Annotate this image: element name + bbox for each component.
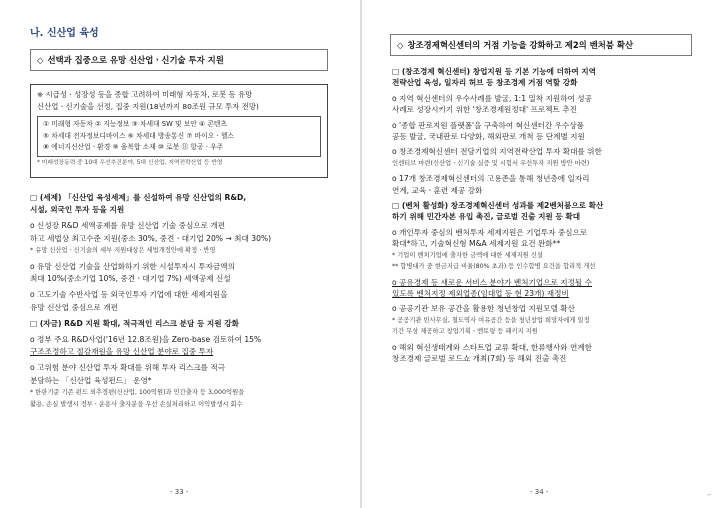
body-note: 활용, 손실 발생시 정부ㆍ운용사 출자분을 우선 손실처리하고 이익발생시 회수 [30, 401, 243, 409]
body-line: o 창조경제혁신센터 전담기업의 지역전략산업 투자 확대를 위한 [392, 147, 602, 157]
body-line: o 정부 주요 R&D사업('16년 12.8조원)을 Zero-base 검토하여 15% [30, 335, 262, 345]
body-note: 인센티브 마련(신산업ㆍ신기술 실증 및 시험서 우선투자 지원 방안 마련) [392, 159, 590, 167]
body-line: 공동 발굴, 국내판로 다양화, 해외판로 개척 등 단계별 지원 [392, 132, 585, 142]
section-title: 나. 신산업 육성 [30, 28, 99, 39]
body-line: 사례로 성장시키기 위한 '창조경제원정대' 프로젝트 추진 [392, 105, 577, 115]
corner-mark: ⌐ [706, 492, 712, 499]
body-line: o '종합 판로지원 플랫폼'을 구축하여 혁신센터간 우수상품 [392, 120, 585, 130]
page-number-left: - 33 - [170, 488, 189, 496]
industry-list [37, 116, 321, 157]
body-line: 분담하는 「신산업 육성펀드」 운영* [30, 375, 152, 385]
right-heading-text: 창조경제혁신센터의 거점 기능을 강화하고 제2의 벤처붐 확산 [407, 40, 634, 50]
box-line-2: 신산업ㆍ신기술을 선정, 집중 지원(18년까지 80조원 규모 투자 전망) [37, 102, 259, 111]
right-heading-box [390, 34, 692, 56]
page-number-right: - 34 - [530, 488, 549, 496]
left-heading-text: 선택과 집중으로 유망 신산업ㆍ신기술 투자 지원 [47, 55, 224, 65]
body-note: ** 합병대가 중 현금지급 비율(80% 초과) 등 인수합병 요건을 합리적 개선 [392, 263, 596, 271]
body-line: o 공유경제 등 새로운 서비스 분야가 벤처기업으로 지정될 수 [392, 277, 593, 287]
body-line: 유망 신산업 중심으로 개편 [30, 302, 118, 312]
body-line: 최대 10%(중소기업 10%, 중견ㆍ대기업 7%) 세액공제 신설 [30, 274, 231, 284]
body-line: 시설, 외국인 투자 등을 지원 [30, 205, 125, 215]
body-line: o 고위험 분야 신산업 투자 확대를 위해 투자 리스크를 적극 [30, 363, 226, 373]
body-line: o 개인투자 중심의 벤처투자 세제지원은 기업투자 중심으로 [392, 227, 588, 237]
body-line: 있도록 벤처지정 제외업종(임대업 등 현 23개) 재정비 [392, 288, 569, 298]
body-line: 창조경제 글로벌 로드쇼 개최(7회) 등 해외 진출 촉진 [392, 353, 567, 363]
body-line: o 고도기술 수반사업 등 외국인투자 기업에 대한 세제지원을 [30, 290, 228, 300]
box-line-1: ※ 시급성ㆍ성장성 등을 종합 고려하여 미래형 자동차, 로봇 등 유망 [37, 90, 253, 99]
industry-row-1: ① 미래형 자동차 ② 지능정보 ③ 차세대 SW 및 보안 ④ 콘텐츠 [43, 120, 227, 128]
body-line: □ (창조경제 혁신센터) 창업지원 등 기본 기능에 더하여 지역 [392, 67, 596, 76]
body-line: o 해외 혁신생태계와 스타트업 교류 확대, 한류행사와 연계한 [392, 342, 593, 352]
box-footnote: * 미래성장동력 중 10대 우선추진분야, 5대 신산업, 지역전략산업 등 반영 [37, 159, 223, 166]
diamond-icon: ◇ [37, 55, 44, 65]
left-body [30, 192, 330, 411]
body-line: o 17개 창조경제혁신센터의 고용존을 통해 청년층에 일자리 [392, 174, 590, 184]
body-line: o 유망 신산업 기술을 산업화하기 위한 시설투자시 투자금액의 [30, 262, 235, 272]
right-body [392, 66, 696, 364]
body-line: 하고 세법상 최고수준 지원(중소 30%, 중견ㆍ대기업 20% → 최대 30%) [30, 233, 272, 243]
industry-list-box [30, 84, 328, 178]
body-note: * 공공기관 빈사무실, 철도역사 여유공간 등을 청년창업 희망자에게 일정 [392, 316, 590, 324]
body-line: 하기 위해 민간자본 유입 촉진, 글로벌 진출 지원 등 확대 [392, 212, 581, 222]
body-line: 구조조정하고 절감재원을 유망 신산업 분야로 집중 투자 [30, 347, 214, 357]
industry-row-3: ⑧ 에너지신산업ㆍ환경 ⑨ 융복합 소재 ⑩ 로봇 ⑪ 항공ㆍ우주 [43, 143, 224, 151]
body-note: * 한판기준 기존 펀드 외추경편(신산업, 100억원)과 민간출자 등 3,000억원을 [30, 388, 245, 396]
body-note: * 유망 신산업ㆍ신기술의 세부 지원대상은 세법개정안에 확정ㆍ반영 [30, 246, 216, 254]
body-line: o 공공기관 보유 공간을 활용한 청년창업 지원모델 확산 [392, 304, 575, 314]
body-line: □ (자금) R&D 지원 확대, 적극적인 리스크 분담 등 지원 강화 [30, 318, 239, 328]
body-line: □ (세제) 「신산업 육성세제」를 신설하여 유망 신산업의 R&D, [30, 193, 247, 202]
body-line: □ (벤처 활성화) 창조경제혁신센터 성과를 제2벤처붐으로 확산 [392, 201, 604, 211]
body-line: o 신성장 R&D 세액공제를 유망 신산업 기술 중심으로 개편 [30, 221, 226, 231]
body-line: 연계, 교육ㆍ훈련 제공 강화 [392, 185, 483, 195]
body-line: 확대*하고, 기술혁신형 M&A 세제지원 요건 완화** [392, 239, 561, 249]
left-heading-box [30, 49, 328, 71]
diamond-icon: ◇ [397, 40, 404, 50]
body-line: o 지역 혁신센터의 우수사례를 발굴, 1:1 밀착 지원하여 성공 [392, 93, 592, 103]
body-note: * 기업이 벤처기업에 출자한 금액에 대한 세제지원 신설 [392, 251, 543, 259]
body-line: 전략산업 육성, 일자리 허브 등 창조경제 거점 역할 강화 [392, 78, 578, 88]
industry-row-2: ⑤ 차세대 전자정보디바이스 ⑥ 차세대 방송통신 ⑦ 바이오ㆍ헬스 [43, 131, 234, 140]
right-page [362, 0, 720, 508]
body-note: 기간 무상 제공하고 창업기획ㆍ멘토링 등 패키지 지원 [392, 328, 538, 336]
